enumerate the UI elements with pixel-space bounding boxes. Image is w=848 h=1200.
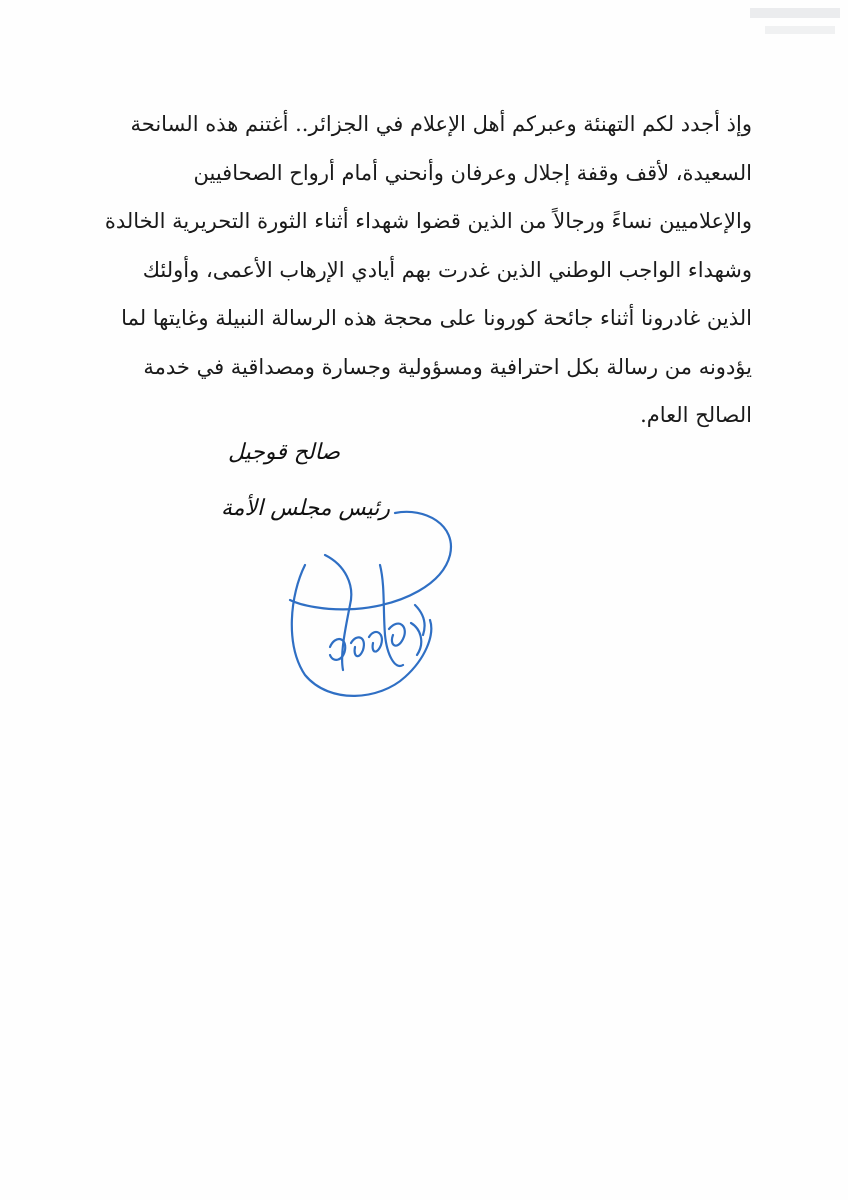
handwritten-signature bbox=[285, 505, 460, 705]
body-line: الذين غادرونا أثناء جائحة كورونا على محجة هذه الرسالة النبيلة وغايتها لما bbox=[121, 306, 752, 330]
letter-body bbox=[96, 100, 752, 440]
signer-name: صالح قوجيل bbox=[227, 440, 340, 465]
body-line: وإذ أجدد لكم التهنئة وعبركم أهل الإعلام في الجزائر.. أغتنم هذه السانحة bbox=[130, 112, 752, 136]
body-line: يؤدونه من رسالة بكل احترافية ومسؤولية وجسارة ومصداقية في خدمة bbox=[143, 354, 752, 379]
body-line: السعيدة، لأقف وقفة إجلال وعرفان وأنحني أمام أرواح الصحافيين bbox=[193, 160, 752, 185]
body-line: الصالح العام. bbox=[640, 403, 752, 427]
body-line: والإعلاميين نساءً ورجالاً من الذين قضوا شهداء أثناء الثورة التحريرية الخالدة bbox=[104, 209, 752, 233]
body-line: وشهداء الواجب الوطني الذين غدرت بهم أيادي الإرهاب الأعمى، وأولئك bbox=[142, 257, 752, 282]
signer-title: رئيس مجلس الأمة bbox=[221, 496, 390, 521]
faded-header-mark bbox=[740, 0, 848, 80]
